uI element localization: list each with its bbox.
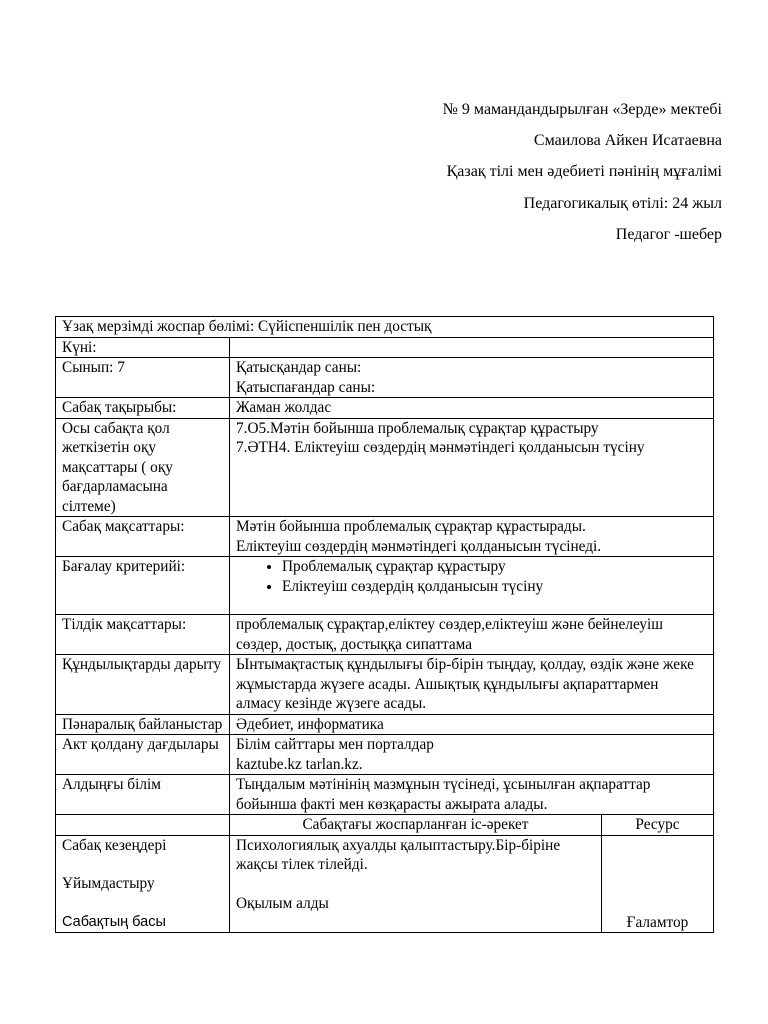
stages-cell xyxy=(56,835,230,933)
language-goals-value: проблемалық сұрақтар,еліктеу сөздер,еліктеуіш және бейнелеуіш сөздер, достық, достыққа сипаттама xyxy=(230,615,714,655)
lesson-goals-value xyxy=(230,517,714,557)
values-label: Құндылықтарды дарыту xyxy=(56,655,230,715)
links-value: Әдебиет, информатика xyxy=(230,714,714,735)
objective-line: 7.ӘТН4. Еліктеуіш сөздердің мәнмәтіндегі қолданысын түсіну xyxy=(236,439,645,456)
objective-line: 7.О5.Мәтін бойынша проблемалық сұрақтар құрастыру xyxy=(236,419,599,437)
prior-knowledge-label: Алдыңғы білім xyxy=(56,775,230,815)
resource-header: Ресурс xyxy=(601,815,713,836)
stages-label: Сабақ кезеңдері xyxy=(62,836,167,854)
date-value xyxy=(230,337,714,358)
ict-label: Акт қолдану дағдылары xyxy=(56,735,230,775)
school-name: № 9 мамандандырылған «Зерде» мектебі xyxy=(442,101,722,118)
document-header xyxy=(443,98,722,254)
table-row xyxy=(56,655,714,715)
empty-cell xyxy=(56,815,230,836)
activity-cell xyxy=(230,835,602,933)
table-row xyxy=(56,398,714,419)
date-label: Күні: xyxy=(56,337,230,358)
table-row xyxy=(56,317,714,338)
lesson-goals-label: Сабақ мақсаттары: xyxy=(56,517,230,557)
pre-reading-label: Оқылым алды xyxy=(236,894,329,912)
criteria-item: • Еліктеуіш сөздердің қолданысын түсіну xyxy=(282,577,707,597)
table-row xyxy=(56,835,714,933)
criteria-item: • Проблемалық сұрақтар құрастыру xyxy=(282,557,707,577)
table-row xyxy=(56,358,714,398)
prior-knowledge-value: Тыңдалым мәтінінің мазмұнын түсінеді, ұсынылған ақпараттар бойынша факті мен көзқарасты ажырата алады. xyxy=(230,775,714,815)
teacher-subject: Қазақ тілі мен әдебиеті пәнінің мұғалімі xyxy=(446,163,722,181)
resource-cell xyxy=(601,835,713,933)
objectives-label: Осы сабақта қол жеткізетін оқу мақсаттары ( оқу бағдарламасына сілтеме) xyxy=(56,418,230,517)
lesson-start-label: Сабақтың басы xyxy=(62,913,166,930)
teacher-name: Смаилова Айкен Исатаевна xyxy=(533,132,722,150)
criteria-value xyxy=(230,557,714,615)
table-row xyxy=(56,337,714,358)
table-row xyxy=(56,775,714,815)
criteria-label: Бағалау критерийі: xyxy=(56,557,230,615)
present-label: Қатысқандар саны: xyxy=(236,359,362,376)
objectives-value xyxy=(230,418,714,517)
absent-label: Қатыспағандар саны: xyxy=(236,378,376,396)
lesson-goal-line: Еліктеуіш сөздердің мәнмәтіндегі қолданысын түсінеді. xyxy=(236,537,602,555)
resource-value: Ғаламтор xyxy=(626,913,689,931)
class-label: Сынып: 7 xyxy=(56,358,230,398)
lesson-plan-table xyxy=(55,316,714,933)
lesson-goal-line: Мәтін бойынша проблемалық сұрақтар құрастырады. xyxy=(236,518,586,535)
table-row xyxy=(56,714,714,735)
table-row xyxy=(56,418,714,517)
links-label: Пәнаралық байланыстар xyxy=(56,714,230,735)
ict-line: kaztube.kz tarlan.kz. xyxy=(236,755,363,773)
activity-text: Психологиялық ахуалды қалыптастыру.Бір-біріне жақсы тілек тілейді. xyxy=(236,836,561,873)
ict-value xyxy=(230,735,714,775)
table-row xyxy=(56,735,714,775)
teaching-experience: Педагогикалық өтілі: 24 жыл xyxy=(523,194,722,212)
values-value: Ынтымақтастық құндылығы бір-бірін тыңдау, қолдау, өздік және жеке жұмыстарда жүзеге асады. Ашықтық құндылығы ақпараттармен алмасу кезінде жүзеге асады. xyxy=(230,655,714,715)
long-term-plan-cell: Ұзақ мерзімді жоспар бөлімі: Сүйіспеншілік пен достық xyxy=(56,317,714,338)
topic-value: Жаман жолдас xyxy=(230,398,714,419)
planned-activity-header: Сабақтағы жоспарланған іс-әрекет xyxy=(230,815,602,836)
table-row xyxy=(56,517,714,557)
criteria-list xyxy=(236,557,707,596)
table-row xyxy=(56,557,714,615)
language-goals-label: Тілдік мақсаттары: xyxy=(56,615,230,655)
teacher-category: Педагог -шебер xyxy=(615,225,722,243)
attendance-cell xyxy=(230,358,714,398)
organization-label: Ұйымдастыру xyxy=(62,875,155,892)
table-row xyxy=(56,815,714,836)
ict-line: Білім сайттары мен порталдар xyxy=(236,736,434,753)
table-row xyxy=(56,615,714,655)
topic-label: Сабақ тақырыбы: xyxy=(56,398,230,419)
